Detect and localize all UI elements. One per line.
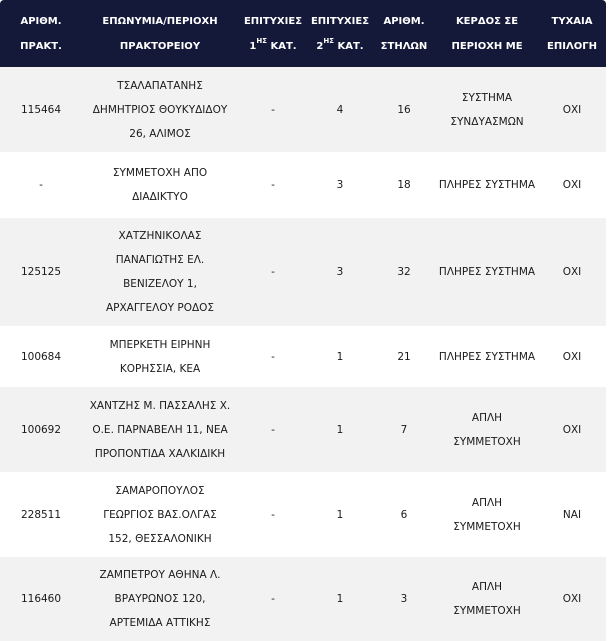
cell-agency-name: ΣΥΜΜΕΤΟΧΗ ΑΠΟ ΔΙΑΔΙΚΤΥΟ: [112, 167, 208, 203]
table-row: [0, 152, 606, 218]
cell-agency-name: ΧΑΝΤΖΗΣ Μ. ΠΑΣΣΑΛΗΣ Χ. Ο.Ε. ΠΑΡΝΑΒΕΛΗ 11, ΝΕΑ ΠΡΟΠΟΝΤΙΔΑ ΧΑΛΚΙΔΙΚΗ: [89, 399, 231, 460]
cell-columns-count: 18: [397, 179, 411, 191]
header-agency-name: ΕΠΩΝΥΜΙΑ/ΠΕΡΙΟΧΗ ΠΡΑΚΤΟΡΕΙΟΥ: [102, 15, 218, 52]
cell-agency-number: 228511: [20, 508, 62, 521]
cell-agency-number: 115464: [20, 103, 62, 116]
cell-wins-cat2: 1: [336, 423, 344, 436]
cell-random-pick: ΟΧΙ: [562, 350, 582, 363]
header-random-pick: ΤΥΧΑΙΑ ΕΠΙΛΟΓΗ: [547, 15, 597, 52]
cell-columns-count: 7: [400, 423, 408, 436]
cell-wins-cat2: 1: [336, 508, 344, 521]
cell-agency-number: -: [39, 179, 43, 191]
cell-win-type: ΠΛΗΡΕΣ ΣΥΣΤΗΜΑ: [438, 179, 536, 191]
cell-wins-cat2: 1: [336, 350, 344, 363]
cell-win-type: ΣΥΣΤΗΜΑ ΣΥΝΔΥΑΣΜΩΝ: [450, 91, 524, 128]
cell-wins-cat1: -: [271, 593, 275, 605]
cell-win-type: ΑΠΛΗ ΣΥΜΜΕΤΟΧΗ: [453, 581, 521, 617]
cell-random-pick: ΟΧΙ: [562, 266, 582, 278]
header-columns-count: ΑΡΙΘΜ. ΣΤΗΛΩΝ: [380, 15, 428, 52]
cell-agency-number: 116460: [20, 593, 62, 605]
cell-agency-name: ΤΣΑΛΑΠΑΤΑΝΗΣ ΔΗΜΗΤΡΙΟΣ ΘΟΥΚΥΔΙΔΟΥ 26, ΑΛΙΜΟΣ: [92, 79, 228, 140]
header-win-type: ΚΕΡΔΟΣ ΣΕ ΠΕΡΙΟΧΗ ΜΕ: [451, 15, 523, 52]
cell-win-type: ΑΠΛΗ ΣΥΜΜΕΤΟΧΗ: [453, 496, 521, 533]
table-header-row: [0, 0, 606, 67]
cell-agency-name: ΖΑΜΠΕΤΡΟΥ ΑΘΗΝΑ Λ. ΒΡΑΥΡΩΝΟΣ 120, ΑΡΤΕΜΙΔΑ ΑΤΤΙΚΗΣ: [99, 569, 221, 629]
cell-wins-cat2: 4: [336, 103, 344, 116]
cell-agency-name: ΣΑΜΑΡΟΠΟΥΛΟΣ ΓΕΩΡΓΙΟΣ ΒΑΣ.ΟΛΓΑΣ 152, ΘΕΣΣΑΛΟΝΙΚΗ: [103, 484, 217, 545]
header-wins-cat2: ΕΠΙΤΥΧΙΕΣ $2^{H\Sigma}$ ΚΑΤ.: [310, 15, 370, 52]
cell-agency-number: 100684: [20, 350, 62, 363]
table-row: [0, 67, 606, 152]
table-row: [0, 218, 606, 326]
cell-columns-count: 32: [397, 266, 411, 278]
table-row: [0, 557, 606, 641]
cell-wins-cat1: -: [271, 103, 275, 116]
cell-random-pick: ΟΧΙ: [562, 593, 582, 605]
cell-wins-cat1: -: [271, 179, 275, 191]
cell-columns-count: 6: [400, 508, 408, 521]
cell-columns-count: 21: [397, 350, 411, 363]
cell-agency-name: ΜΠΕΡΚΕΤΗ ΕΙΡΗΝΗ ΚΟΡΗΣΣΙΑ, ΚΕΑ: [109, 338, 211, 375]
cell-wins-cat1: -: [271, 266, 275, 278]
cell-random-pick: ΝΑΙ: [562, 508, 582, 521]
cell-agency-number: 125125: [20, 266, 62, 278]
table-row: [0, 326, 606, 387]
cell-random-pick: ΟΧΙ: [562, 179, 582, 191]
cell-wins-cat2: 3: [336, 179, 344, 191]
cell-wins-cat1: -: [271, 508, 275, 521]
cell-agency-name: ΧΑΤΖΗΝΙΚΟΛΑΣ ΠΑΝΑΓΙΩΤΗΣ ΕΛ. ΒΕΝΙΖΕΛΟΥ 1, ΑΡΧΑΓΓΕΛΟΥ ΡΟΔΟΣ: [105, 230, 215, 314]
cell-random-pick: ΟΧΙ: [562, 423, 582, 436]
table-row: [0, 472, 606, 557]
header-wins-cat1: ΕΠΙΤΥΧΙΕΣ $1^{H\Sigma}$ ΚΑΤ.: [243, 15, 303, 52]
cell-wins-cat2: 3: [336, 266, 344, 278]
header-agency-number: ΑΡΙΘΜ. ΠΡΑΚΤ.: [20, 15, 62, 52]
cell-agency-number: 100692: [20, 423, 62, 436]
cell-wins-cat2: 1: [336, 593, 344, 605]
cell-columns-count: 3: [400, 593, 408, 605]
cell-wins-cat1: -: [271, 423, 275, 436]
cell-win-type: ΠΛΗΡΕΣ ΣΥΣΤΗΜΑ: [438, 350, 536, 363]
cell-columns-count: 16: [397, 103, 411, 116]
cell-wins-cat1: -: [271, 350, 275, 363]
cell-win-type: ΠΛΗΡΕΣ ΣΥΣΤΗΜΑ: [438, 266, 536, 278]
cell-win-type: ΑΠΛΗ ΣΥΜΜΕΤΟΧΗ: [453, 411, 521, 448]
cell-random-pick: ΟΧΙ: [562, 103, 582, 116]
table-row: [0, 387, 606, 472]
